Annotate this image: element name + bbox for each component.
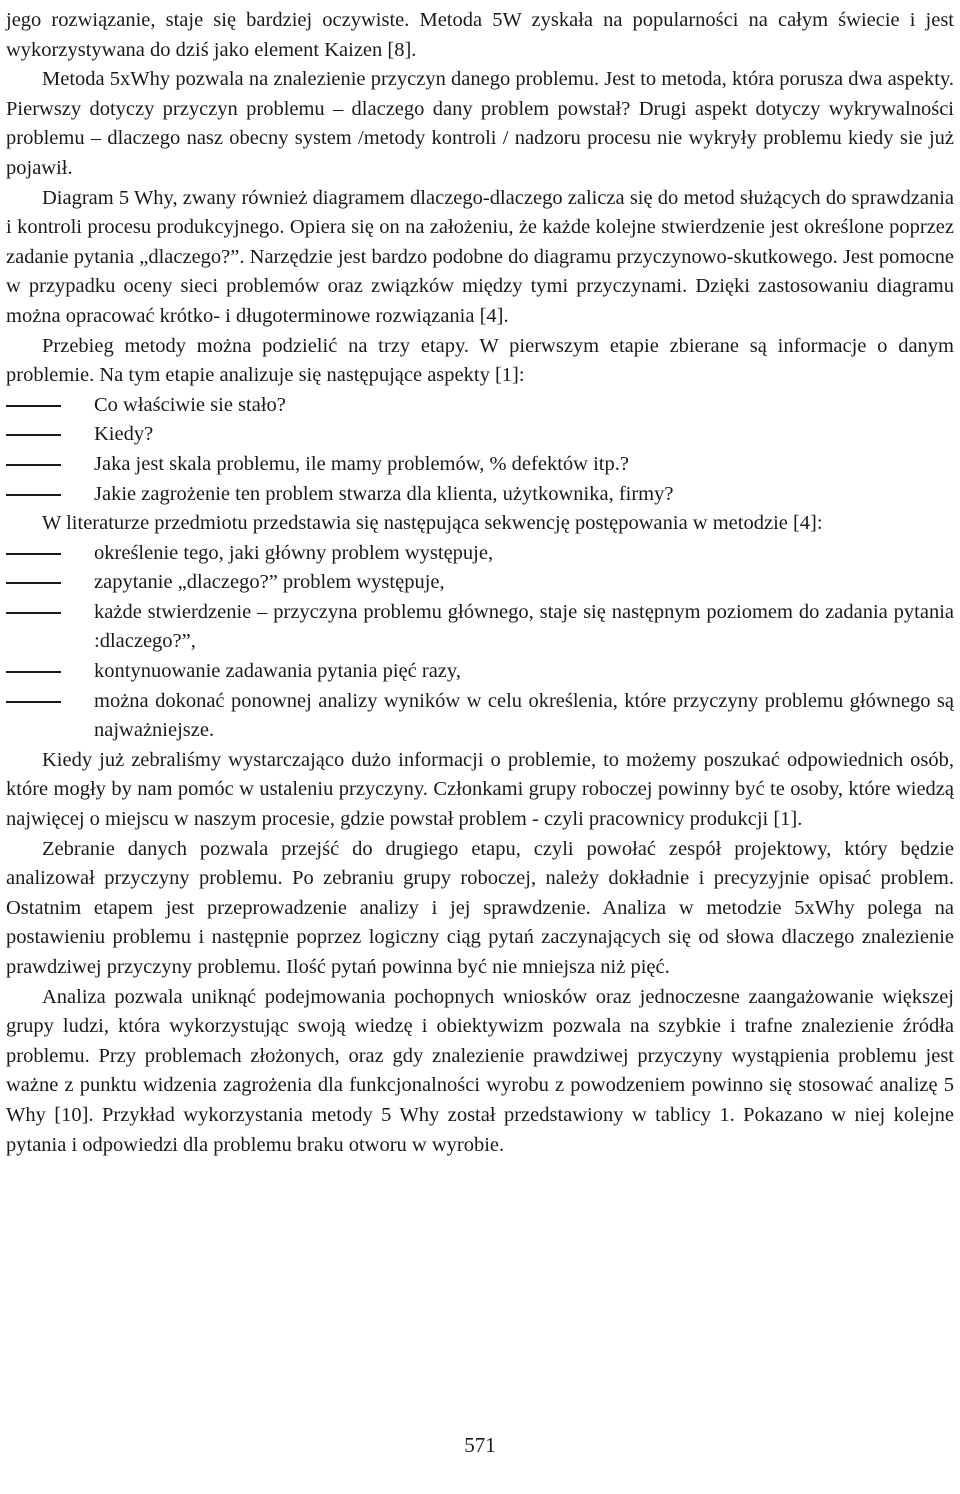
- dash-bullet: [6, 553, 61, 555]
- paragraph-second-stage: Zebranie danych pozwala przejść do drugiego etapu, czyli powołać zespół projektowy, który będzie analizował przyczyny problemu. Po zebraniu grupy roboczej, należy dokładnie i precyzyjnie opisać problem. Ostatnim etapem jest przeprowadzenie analizy i jej sprawdzenie. Analiza w metodzie 5xWhy polega na postawieniu problemu i następnie poprzez logiczny ciąg pytań zaczynających się od słowa dlaczego znalezienie prawdziwej przyczyny problemu. Ilość pytań powinna być nie mniejsza niż pięć.: [6, 837, 954, 978]
- document-page: [6, 6, 954, 1160]
- paragraph-5xwhy-aspects: Metoda 5xWhy pozwala na znalezienie przyczyn danego problemu. Jest to metoda, która porusza dwa aspekty. Pierwszy dotyczy przyczyn problemu – dlaczego dany problem powstał? Drugi aspekt dotyczy wykrywalności problemu – dlaczego nasz obecny system /metody kontroli / nadzoru procesu nie wykryły problemu kiedy sie już pojawił.: [6, 68, 954, 179]
- list-item: Kiedy?: [6, 420, 954, 450]
- list-item: Jaka jest skala problemu, ile mamy problemów, % defektów itp.?: [6, 450, 954, 480]
- sequence-list: [6, 539, 954, 746]
- list-item: zapytanie „dlaczego?” problem występuje,: [6, 568, 954, 598]
- dash-bullet: [6, 494, 61, 496]
- paragraph-diagram-5why: Diagram 5 Why, zwany również diagramem dlaczego-dlaczego zalicza się do metod służących do sprawdzania i kontroli procesu produkcyjnego. Opiera się on na założeniu, że każde kolejne stwierdzenie jest określone poprzez zadanie pytania „dlaczego?”. Narzędzie jest bardzo podobne do diagramu przyczynowo-skutkowego. Jest pomocne w przypadku oceny sieci problemów oraz związków między tymi przyczynami. Dzięki zastosowaniu diagramu można opracować krótko- i długoterminowe rozwiązania [4].: [6, 186, 954, 327]
- paragraph-intro: jego rozwiązanie, staje się bardziej oczywiste. Metoda 5W zyskała na popularności na całym świecie i jest wykorzystywana do dziś jako element Kaizen [8].: [6, 9, 954, 61]
- list-item: można dokonać ponownej analizy wyników w celu określenia, które przyczyny problemu głównego są najważniejsze.: [6, 687, 954, 746]
- list-item: Jakie zagrożenie ten problem stwarza dla klienta, użytkownika, firmy?: [6, 480, 954, 510]
- list-item: określenie tego, jaki główny problem występuje,: [6, 539, 954, 569]
- paragraph-analysis-benefits: Analiza pozwala uniknąć podejmowania pochopnych wniosków oraz jednoczesne zaangażowanie większej grupy ludzi, która wykorzystując swoją wiedzę i obiektywizm pozwala na szybkie i trafne znalezienie źródła problemu. Przy problemach złożonych, oraz gdy znalezienie prawdziwej przyczyny wystąpienia problemu jest ważne z punktu widzenia zagrożenia dla funkcjonalności wyrobu z powodzeniem powinno się stosować analizę 5 Why [10]. Przykład wykorzystania metody 5 Why został przedstawiony w tablicy 1. Pokazano w niej kolejne pytania i odpowiedzi dla problemu braku otworu w wyrobie.: [6, 985, 954, 1156]
- list-item: każde stwierdzenie – przyczyna problemu głównego, staje się następnym poziomem do zadania pytania :dlaczego?”,: [6, 598, 954, 657]
- paragraph-stages: Przebieg metody można podzielić na trzy etapy. W pierwszym etapie zbierane są informacje o danym problemie. Na tym etapie analizuje się następujące aspekty [1]:: [6, 334, 954, 387]
- dash-bullet: [6, 671, 61, 673]
- dash-bullet: [6, 582, 61, 584]
- paragraph-sequence-intro: W literaturze przedmiotu przedstawia się następująca sekwencję postępowania w metodzie [4]:: [42, 512, 823, 535]
- dash-bullet: [6, 701, 61, 703]
- dash-bullet: [6, 612, 61, 614]
- list-item: Co właściwie sie stało?: [6, 391, 954, 421]
- aspects-list: [6, 391, 954, 509]
- list-item: kontynuowanie zadawania pytania pięć razy,: [6, 657, 954, 687]
- page-number: 571: [464, 1433, 496, 1457]
- dash-bullet: [6, 405, 61, 407]
- dash-bullet: [6, 434, 61, 436]
- paragraph-team: Kiedy już zebraliśmy wystarczająco dużo informacji o problemie, to możemy poszukać odpowiednich osób, które mogły by nam pomóc w ustaleniu przyczyny. Członkami grupy roboczej powinny być te osoby, które wiedzą najwięcej o miejscu w naszym procesie, gdzie powstał problem - czyli pracownicy produkcji [1].: [6, 748, 954, 831]
- dash-bullet: [6, 464, 61, 466]
